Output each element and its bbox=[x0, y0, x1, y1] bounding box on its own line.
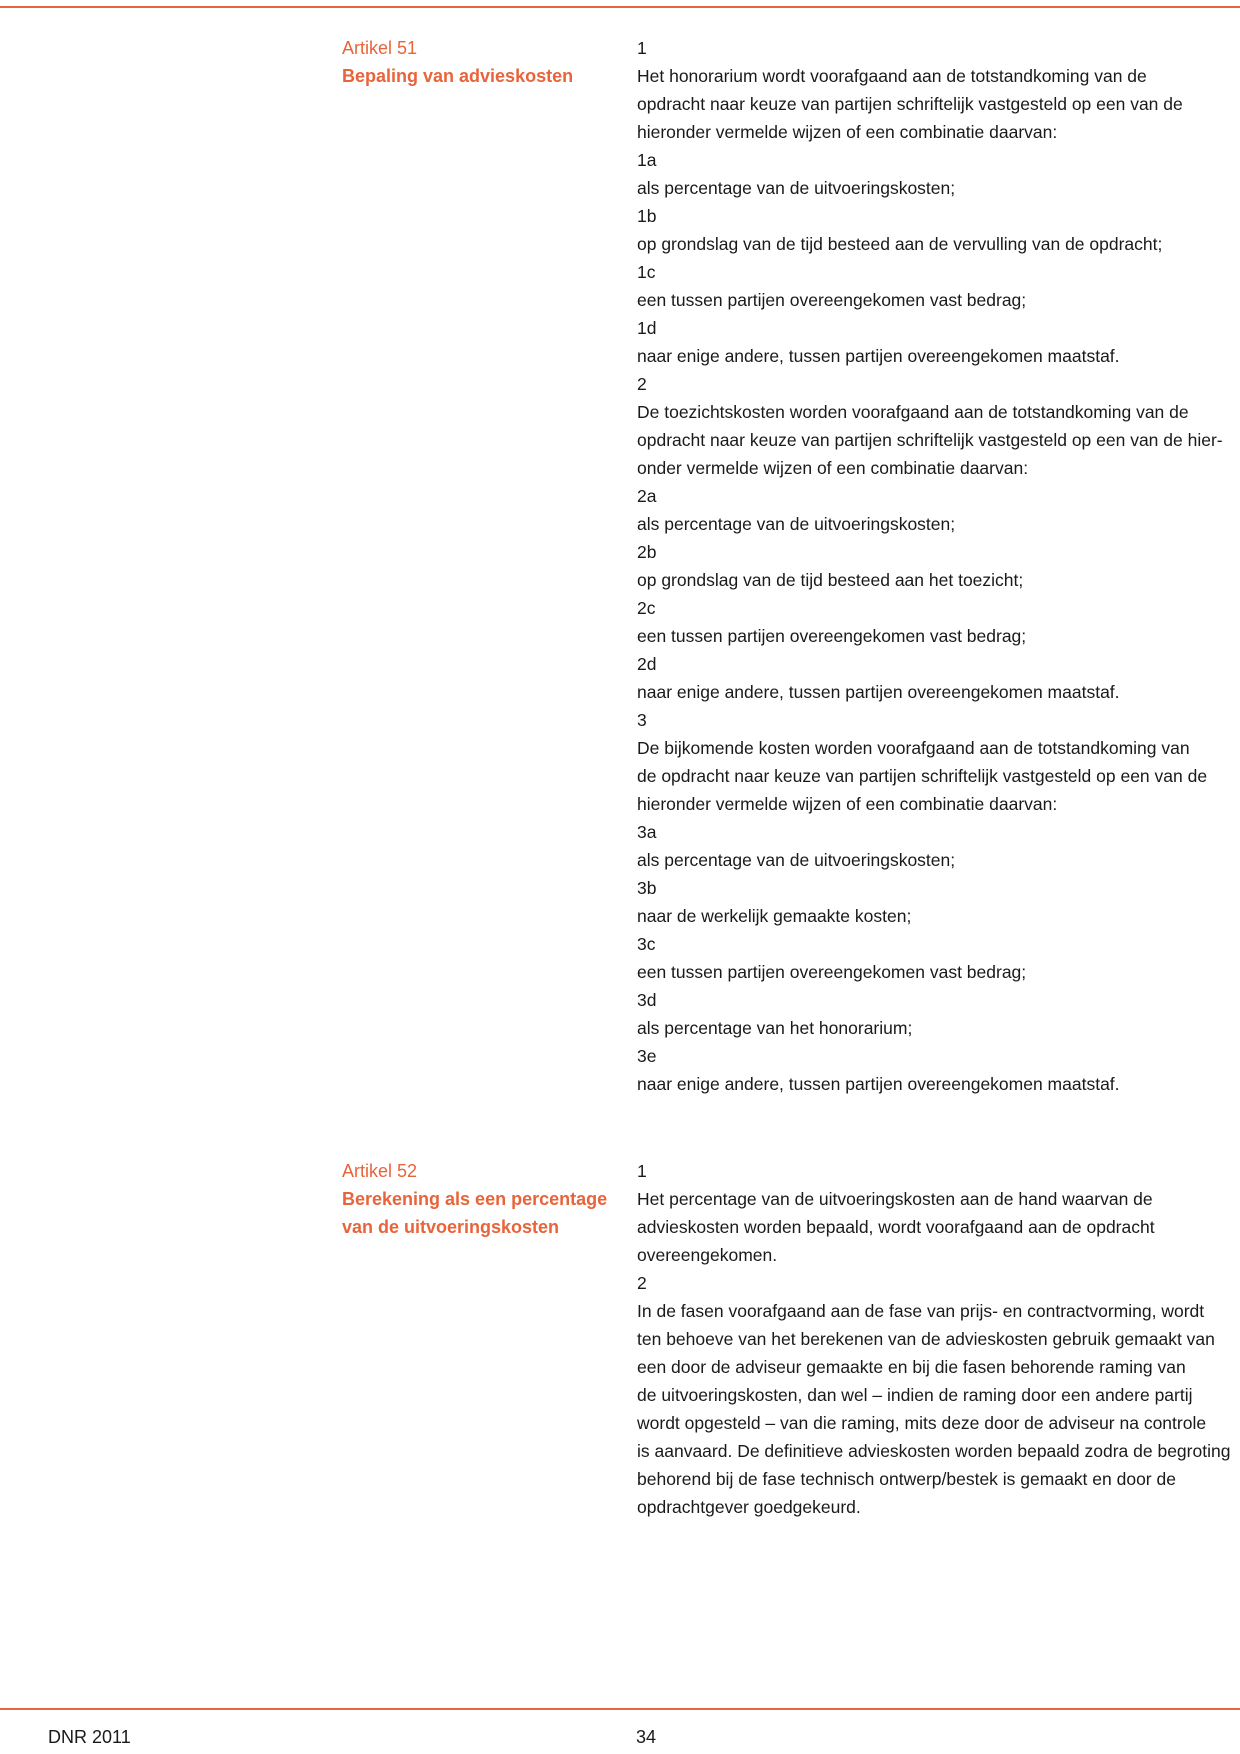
article-text-line: 1c bbox=[637, 262, 656, 282]
article-text-line: de uitvoeringskosten, dan wel – indien de raming door een andere partij bbox=[637, 1385, 1193, 1405]
article-text-line: naar enige andere, tussen partijen overeengekomen maatstaf. bbox=[637, 682, 1120, 702]
article-text-line: overeengekomen. bbox=[637, 1245, 778, 1265]
article-text-line: In de fasen voorafgaand aan de fase van prijs- en contractvorming, wordt bbox=[637, 1301, 1205, 1321]
article-text-line: behorend bij de fase technisch ontwerp/bestek is gemaakt en door de bbox=[637, 1469, 1176, 1489]
article-text-line: Het honorarium wordt voorafgaand aan de totstandkoming van de bbox=[637, 66, 1147, 86]
article-text-line: advieskosten worden bepaald, wordt voorafgaand aan de opdracht bbox=[637, 1217, 1155, 1237]
article-text-line: opdracht naar keuze van partijen schriftelijk vastgesteld op een van de hier- bbox=[637, 430, 1223, 450]
article-text-line: een tussen partijen overeengekomen vast bedrag; bbox=[637, 290, 1027, 310]
article-text-line: De toezichtskosten worden voorafgaand aan de totstandkoming van de bbox=[637, 402, 1189, 422]
article-text-line: als percentage van de uitvoeringskosten; bbox=[637, 850, 956, 870]
article-text-line: 2 bbox=[637, 374, 647, 394]
article-text-line: 2a bbox=[637, 486, 657, 506]
article-text-line: 1a bbox=[637, 150, 657, 170]
article-51-title bbox=[342, 62, 612, 90]
article-text-line: 1d bbox=[637, 318, 657, 338]
article-text-line: op grondslag van de tijd besteed aan het toezicht; bbox=[637, 570, 1024, 590]
article-title-line: Bepaling van advieskosten bbox=[342, 66, 574, 86]
article-text-line: ten behoeve van het berekenen van de advieskosten gebruik gemaakt van bbox=[637, 1329, 1215, 1349]
article-text-line: de opdracht naar keuze van partijen schriftelijk vastgesteld op een van de bbox=[637, 766, 1208, 786]
article-text-line: hieronder vermelde wijzen of een combinatie daarvan: bbox=[637, 794, 1058, 814]
article-title-line: Berekening als een percentage bbox=[342, 1189, 608, 1209]
article-text-line: 3a bbox=[637, 822, 657, 842]
article-text-line: een tussen partijen overeengekomen vast bedrag; bbox=[637, 962, 1027, 982]
article-text-line: wordt opgesteld – van die raming, mits deze door de adviseur na controle bbox=[637, 1413, 1207, 1433]
article-text-line: een door de adviseur gemaakte en bij die fasen behorende raming van bbox=[637, 1357, 1186, 1377]
article-text-line: 2d bbox=[637, 654, 657, 674]
article-text-line: 1 bbox=[637, 1161, 647, 1181]
bottom-rule bbox=[0, 1708, 1240, 1710]
article-text-line: 3e bbox=[637, 1046, 657, 1066]
article-text-line: hieronder vermelde wijzen of een combinatie daarvan: bbox=[637, 122, 1058, 142]
article-text-line: naar enige andere, tussen partijen overeengekomen maatstaf. bbox=[637, 1074, 1120, 1094]
article-text-line: als percentage van het honorarium; bbox=[637, 1018, 913, 1038]
article-text-line: een tussen partijen overeengekomen vast bedrag; bbox=[637, 626, 1027, 646]
top-rule bbox=[0, 6, 1240, 8]
article-title-line: van de uitvoeringskosten bbox=[342, 1217, 560, 1237]
article-text-line: De bijkomende kosten worden voorafgaand aan de totstandkoming van bbox=[637, 738, 1190, 758]
article-text-line: 2b bbox=[637, 542, 657, 562]
article-text-line: 3d bbox=[637, 990, 657, 1010]
article-52-heading bbox=[342, 1157, 612, 1241]
article-text-line: Het percentage van de uitvoeringskosten aan de hand waarvan de bbox=[637, 1189, 1153, 1209]
article-text-line: 2 bbox=[637, 1273, 647, 1293]
article-text-line: opdrachtgever goedgekeurd. bbox=[637, 1497, 861, 1517]
footer-page-number: 34 bbox=[636, 1727, 657, 1747]
article-text-line: als percentage van de uitvoeringskosten; bbox=[637, 514, 956, 534]
article-52-title bbox=[342, 1185, 612, 1241]
article-text-line: is aanvaard. De definitieve advieskosten worden bepaald zodra de begroting bbox=[637, 1441, 1231, 1461]
article-text-line: 3c bbox=[637, 934, 656, 954]
article-text-line: naar enige andere, tussen partijen overeengekomen maatstaf. bbox=[637, 346, 1120, 366]
article-51-body bbox=[637, 34, 1223, 1098]
article-text-line: onder vermelde wijzen of een combinatie daarvan: bbox=[637, 458, 1029, 478]
article-text-line: 3 bbox=[637, 710, 647, 730]
article-text-line: 1 bbox=[637, 38, 647, 58]
article-text-line: op grondslag van de tijd besteed aan de vervulling van de opdracht; bbox=[637, 234, 1163, 254]
article-text-line: 3b bbox=[637, 878, 657, 898]
article-text-line: opdracht naar keuze van partijen schriftelijk vastgesteld op een van de bbox=[637, 94, 1183, 114]
article-52-body bbox=[637, 1157, 1231, 1521]
article-text-line: 1b bbox=[637, 206, 657, 226]
article-text-line: als percentage van de uitvoeringskosten; bbox=[637, 178, 956, 198]
article-text-line: naar de werkelijk gemaakte kosten; bbox=[637, 906, 912, 926]
footer-document-name: DNR 2011 bbox=[48, 1727, 131, 1747]
article-text-line: 2c bbox=[637, 598, 656, 618]
article-51-heading bbox=[342, 34, 612, 90]
article-51-number: Artikel 51 bbox=[342, 38, 418, 58]
article-52-number: Artikel 52 bbox=[342, 1161, 418, 1181]
